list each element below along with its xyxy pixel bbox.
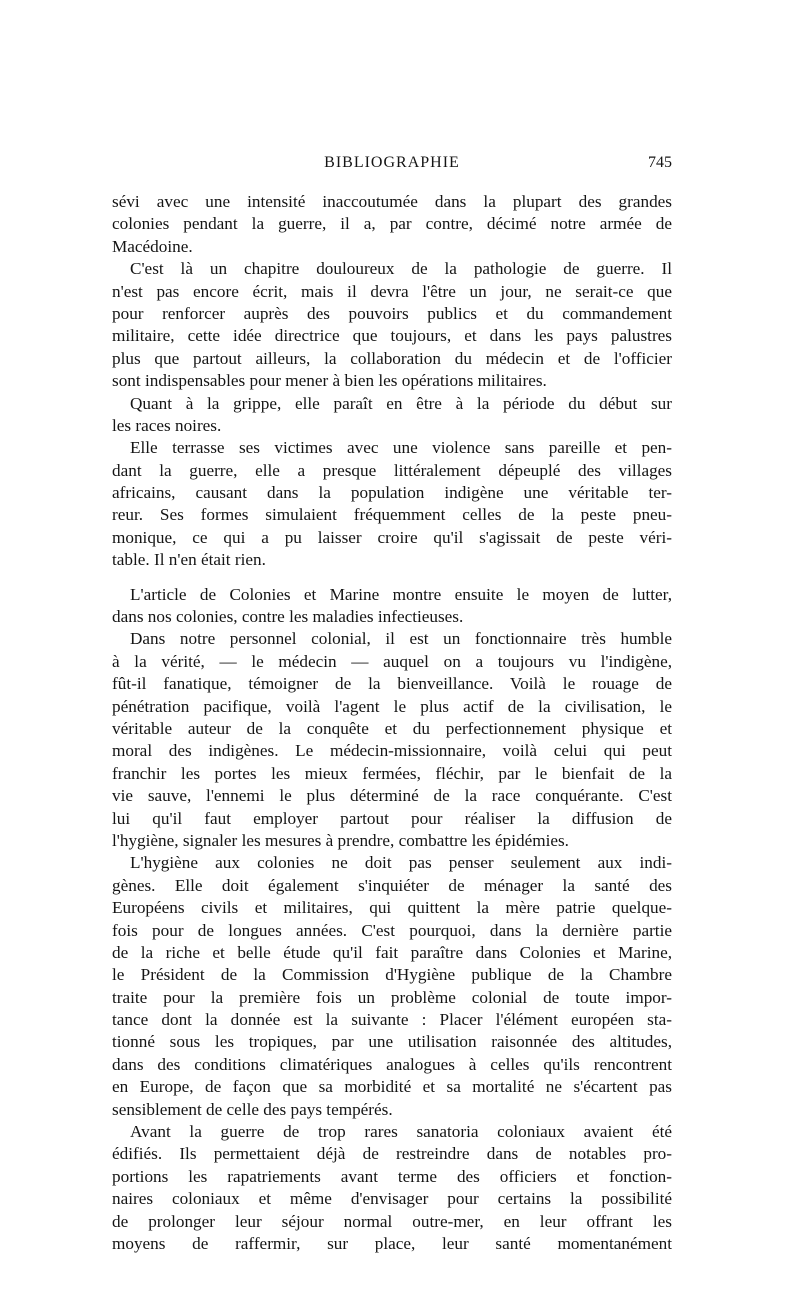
text-line: tionné sous les tropiques, par une utilisation raisonnée des altitudes, xyxy=(112,1032,672,1052)
text-line: vie sauve, l'ennemi le plus déterminé de la race conquérante. C'est xyxy=(112,786,672,806)
text-line: Macédoine. xyxy=(112,236,193,256)
text-line: de prolonger leur séjour normal outre-mer, en leur offrant les xyxy=(112,1211,672,1231)
paragraph xyxy=(112,258,672,392)
text-line: table. Il n'en était rien. xyxy=(112,550,266,570)
text-line: pour renforcer auprès des pouvoirs publics et du commandement xyxy=(112,303,672,323)
text-line: dans des conditions climatériques analogues à celles qu'ils rencontrent xyxy=(112,1054,672,1074)
paragraph xyxy=(112,628,672,852)
paragraph xyxy=(112,584,672,629)
text-line: Européens civils et militaires, qui quittent la mère patrie quelque- xyxy=(112,898,672,918)
text-line: l'hygiène, signaler les mesures à prendre, combattre les épidémies. xyxy=(112,830,569,850)
text-line: L'article de Colonies et Marine montre ensuite le moyen de lutter, xyxy=(130,584,672,604)
paragraph xyxy=(112,437,672,571)
text-line: sévi avec une intensité inaccoutumée dans la plupart des grandes xyxy=(112,192,672,211)
paragraph xyxy=(112,191,672,258)
paragraph xyxy=(112,852,672,1121)
text-line: Dans notre personnel colonial, il est un fonctionnaire très humble xyxy=(130,629,672,649)
page-number: 745 xyxy=(648,154,672,171)
text-line: plus que partout ailleurs, la collaboration du médecin et de l'officier xyxy=(112,348,672,368)
text-line: traite pour la première fois un problème colonial de toute impor- xyxy=(112,987,672,1007)
running-title: BIBLIOGRAPHIE xyxy=(324,154,460,171)
text-line: franchir les portes les mieux fermées, fléchir, par le bienfait de la xyxy=(112,763,672,783)
text-line: lui qu'il faut employer partout pour réaliser la diffusion de xyxy=(112,808,672,828)
text-line: moyens de raffermir, sur place, leur santé momentanément xyxy=(112,1233,672,1253)
paragraph-gap xyxy=(112,572,672,584)
text-line: dant la guerre, elle a presque littéralement dépeuplé des villages xyxy=(112,460,672,480)
text-line: les races noires. xyxy=(112,415,222,435)
text-line: naires coloniaux et même d'envisager pour certains la possibilité xyxy=(112,1189,672,1209)
text-line: moral des indigènes. Le médecin-missionnaire, voilà celui qui peut xyxy=(112,741,672,761)
text-line: le Président de la Commission d'Hygiène publique de la Chambre xyxy=(112,965,672,985)
text-line: de la riche et belle étude qu'il fait paraître dans Colonies et Marine, xyxy=(112,942,672,962)
text-line: fois pour de longues années. C'est pourquoi, dans la dernière partie xyxy=(112,920,672,940)
text-line: pénétration pacifique, voilà l'agent le plus actif de la civilisation, le xyxy=(112,696,672,716)
text-line: véritable auteur de la conquête et du perfectionnement physique et xyxy=(112,718,672,738)
paragraph xyxy=(112,1121,672,1255)
text-line: militaire, cette idée directrice que toujours, et dans les pays palustres xyxy=(112,326,672,346)
text-line: reur. Ses formes simulaient fréquemment celles de la peste pneu- xyxy=(112,505,672,525)
text-line: en Europe, de façon que sa morbidité et sa mortalité ne s'écartent pas xyxy=(112,1077,672,1097)
text-line: édifiés. Ils permettaient déjà de restreindre dans de notables pro- xyxy=(112,1144,672,1164)
text-line: africains, causant dans la population indigène une véritable ter- xyxy=(112,483,672,503)
paragraph xyxy=(112,393,672,438)
page-header xyxy=(112,154,672,180)
text-line: monique, ce qui a pu laisser croire qu'il s'agissait de peste véri- xyxy=(112,527,672,547)
text-line: Quant à la grippe, elle paraît en être à la période du début sur xyxy=(130,393,672,413)
text-line: n'est pas encore écrit, mais il devra l'être un jour, ne serait-ce que xyxy=(112,281,672,301)
body-text xyxy=(112,191,672,1255)
text-line: à la vérité, — le médecin — auquel on a toujours vu l'indigène, xyxy=(112,651,672,671)
text-line: Elle terrasse ses victimes avec une violence sans pareille et pen- xyxy=(130,438,672,458)
text-line: Avant la guerre de trop rares sanatoria coloniaux avaient été xyxy=(130,1122,672,1142)
text-line: colonies pendant la guerre, il a, par contre, décimé notre armée de xyxy=(112,214,672,234)
text-line: gènes. Elle doit également s'inquiéter de ménager la santé des xyxy=(112,875,672,895)
text-line: C'est là un chapitre douloureux de la pathologie de guerre. Il xyxy=(130,259,672,279)
text-line: L'hygiène aux colonies ne doit pas penser seulement aux indi- xyxy=(130,853,672,873)
text-line: dans nos colonies, contre les maladies infectieuses. xyxy=(112,607,464,627)
text-line: portions les rapatriements avant terme des officiers et fonction- xyxy=(112,1166,672,1186)
text-line: tance dont la donnée est la suivante : Placer l'élément européen sta- xyxy=(112,1010,672,1030)
text-line: sensiblement de celle des pays tempérés. xyxy=(112,1099,393,1119)
text-line: sont indispensables pour mener à bien les opérations militaires. xyxy=(112,371,547,391)
text-line: fût-il fanatique, témoigner de la bienveillance. Voilà le rouage de xyxy=(112,674,672,694)
